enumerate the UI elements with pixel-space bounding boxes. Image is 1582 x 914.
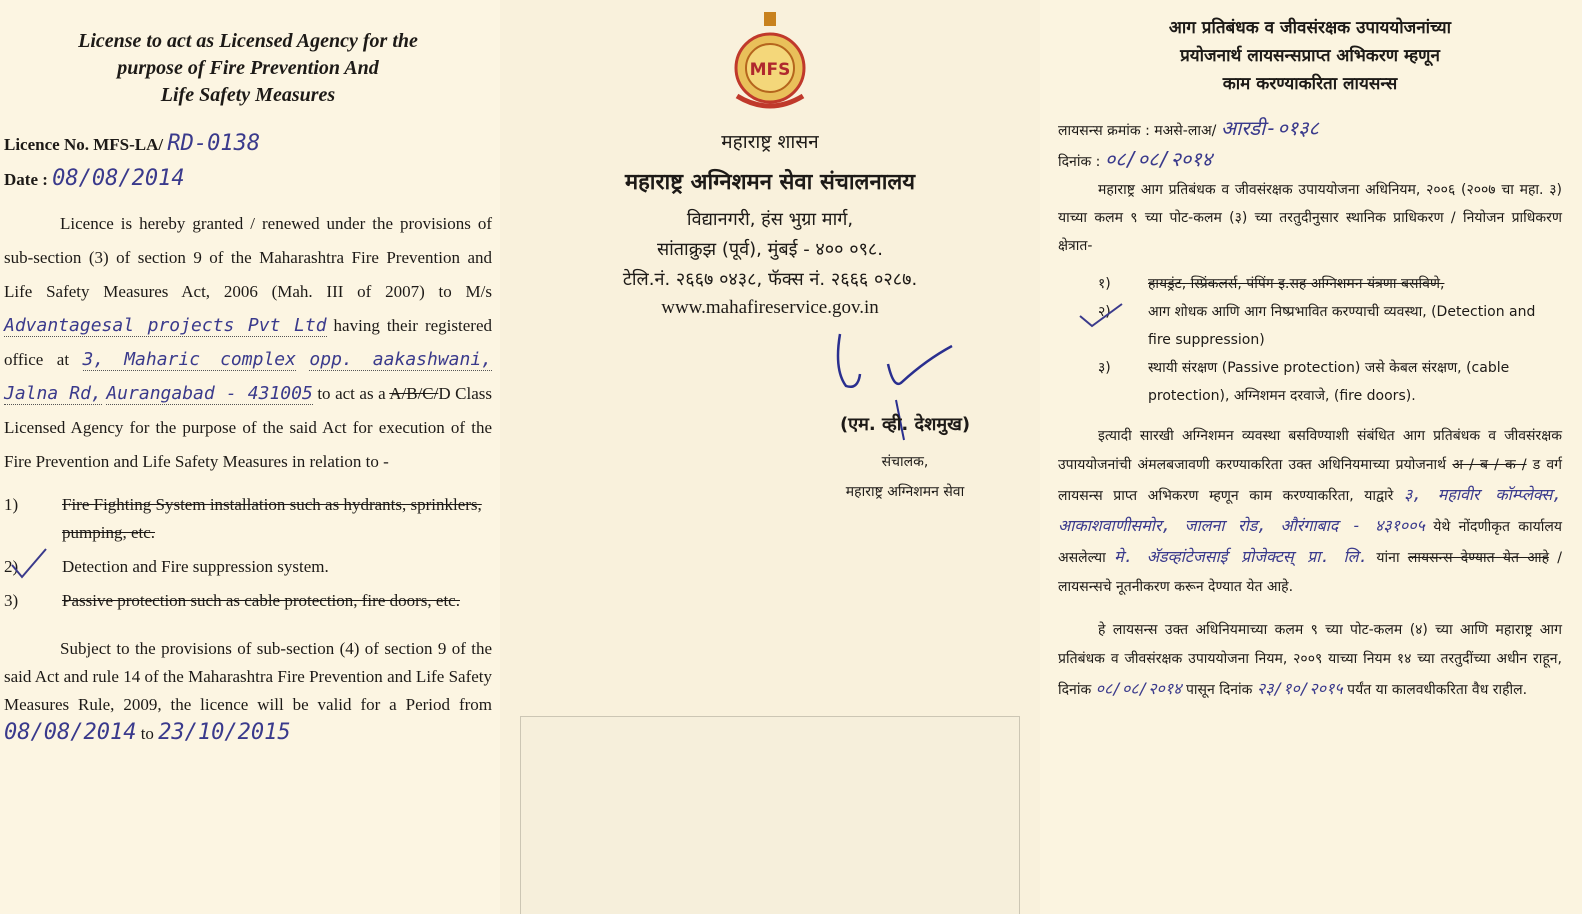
title-line-2: प्रयोजनार्थ लायसन्सप्राप्त अभिकरण म्हणून [1180,46,1440,66]
licence-number-value: RD-0138 [167,131,261,156]
class-text-b: ड वर्ग लायसन्स प्राप्त अभिकरण म्हणून काम करण्याकरिता, याद्वारे [1058,457,1563,504]
marathi-licence-value: आरडी-०१३८ [1220,116,1319,140]
title-line-2: purpose of Fire Prevention And [117,57,379,79]
marathi-date-row [1058,145,1562,176]
validity-text: Subject to the provisions of sub-section (4) of section 9 of the said Act and rule 14 of the Maharashtra Fire Prevention and Life Safety Measures Rule, 2009, the licence will be valid for a Period from [4,639,492,714]
title-line-3: काम करण्याकरिता लायसन्स [1222,74,1398,94]
validity-text-b: पासून दिनांक [1185,682,1253,698]
svg-text:MFS: MFS [749,60,791,80]
address-line-3: Aurangabad - 431005 [106,383,313,404]
to-act-text: to act as a [317,384,386,403]
licence-date-row [4,162,492,197]
activity-num: 2) [4,557,19,576]
granted-text-b: /लायसन्सचे नूतनीकरण करून देण्यात येत आहे. [1058,550,1563,595]
marathi-licence-label: लायसन्स क्रमांक : मअसे-लाअ/ [1058,123,1217,139]
class-text-a: इत्यादी सारखी अग्निशमन व्यवस्था बसविण्याशी संबंधित आग प्रतिबंधक व जीवसंरक्षक उपाययोजनांची अंमलबजावणी करण्याकरिता उक्त अधिनियमाच्या प्रयोजनार्थ [1058,428,1562,473]
company-name: Advantagesal projects Pvt Ltd [4,315,327,336]
activity-item-1 [4,491,492,547]
signatory-designation: संचालक, [881,454,929,470]
title-line-1: आग प्रतिबंधक व जीवसंरक्षक उपाययोजनांच्या [1168,18,1452,38]
issuer-address-1: विद्यानगरी, हंस भुग्रा मार्ग, [686,209,854,230]
activity-item-3 [4,587,492,615]
marathi-activity-item-1 [1058,270,1562,298]
address-line-1: 3, Maharic complex [82,349,296,370]
licence-number-row [4,127,492,162]
date-value: 08/08/2014 [52,166,185,191]
department-name: महाराष्ट्र अग्निशमन सेवा संचालनालय [624,170,916,195]
title-line-1: License to act as Licensed Agency for the [78,30,418,52]
marathi-licence-panel [1040,0,1582,914]
validity-text-a: हे लायसन्स उक्त अधिनियमाच्या कलम ९ च्या पोट-कलम (४) च्या आणि महाराष्ट्र आग प्रतिबंधक व जीवसंरक्षक उपाययोजना नियम, २००९ याच्या नियम १४ च्या तरतुदींच्या अधीन राहून, दिनांक [1058,622,1562,698]
marathi-class-paragraph [1058,422,1562,602]
marathi-valid-from: ०८/०८/२०१४ [1095,679,1182,698]
activity-text: हायड्रंट, स्प्रिंकलर्स, पंपिंग इ.सह अग्निशमन यंत्रणा बसविणे, [1148,276,1445,292]
government-name: महाराष्ट्र शासन [721,131,819,153]
marathi-title [1058,14,1562,98]
activity-num: १) [1098,276,1111,292]
grant-paragraph [4,207,492,479]
activity-text: Passive protection such as cable protection, fire doors, etc. [62,591,460,610]
tick-mark-icon [8,545,48,581]
activity-item-2 [4,553,492,581]
activity-text: आग शोधक आणि आग निष्प्रभावित करण्याची व्यवस्था, (Detection and fire suppression) [1148,304,1536,348]
issuer-panel [500,0,1040,914]
activity-list [4,491,492,615]
title-line-3: Life Safety Measures [160,84,336,106]
office-label: having their registered office at [4,316,492,369]
licence-number-label: Licence No. MFS-LA/ [4,135,164,154]
marathi-date-value: ०८/०८/२०१४ [1104,147,1213,171]
marathi-hand-company: मे. ॲडव्हांटेजसाई प्रोजेक्टस् प्रा. लि. [1114,547,1369,566]
valid-from-date: 08/08/2014 [4,720,137,745]
issuer-website: www.mahafireservice.gov.in [661,297,879,318]
activity-num: 3) [4,591,19,610]
validity-text-c: पर्यंत या कालवधीकरिता वैध राहील. [1347,682,1528,698]
activity-num: 1) [4,495,19,514]
issuer-address-2: सांताक्रुझ (पूर्व), मुंबई - ४०० ०९८. [656,239,884,260]
granted-text-a: यांना [1376,550,1400,566]
issuer-phone: टेलि.नं. २६६७ ०४३८, फॅक्स नं. २६६६ ०२८७. [622,269,918,290]
valid-to-date: 23/10/2015 [158,720,291,745]
marathi-hand-address: ३, महावीर कॉम्प्लेक्स, आकाशवाणीसमोर, जालना रोड, औरंगाबाद - ४३१००५ [1058,485,1562,535]
validity-paragraph [4,635,492,748]
grant-text: Licence is hereby granted / renewed under the provisions of sub-section (3) of section 9 of the Maharashtra Fire Prevention and Life Safety Measures Act, 2006 (Mah. III of 2007) to M/s [4,214,492,301]
marathi-validity-paragraph [1058,616,1562,705]
struck-classes: अ / ब / क / [1452,457,1527,473]
marathi-date-label: दिनांक : [1058,154,1101,170]
mfs-emblem-icon [725,8,815,118]
address-line-2: opp. aakashwani, Jalna Rd, [4,349,493,404]
marathi-licence-row [1058,114,1562,145]
to-word: to [140,724,154,743]
activity-num: ३) [1098,360,1111,376]
envelope-flap [520,716,1020,914]
marathi-valid-to: २३/१०/२०१५ [1256,679,1343,698]
marathi-office-label: येथे नोंदणीकृत कार्यालय असलेल्या [1058,519,1563,566]
signatory-name: (एम. व्ही. देशमुख) [839,414,971,435]
date-label: Date : [4,170,48,189]
activity-text: Detection and Fire suppression system. [62,557,329,576]
activity-text: स्थायी संरक्षण (Passive protection) जसे केबल संरक्षण, (cable protection), अग्निशमन दरवाजे, (fire doors). [1148,360,1510,404]
marathi-activity-item-3 [1058,354,1562,410]
tick-mark-icon [1076,300,1126,330]
marathi-grant-paragraph: महाराष्ट्र आग प्रतिबंधक व जीवसंरक्षक उपाययोजना अधिनियम, २००६ (२००७ चा महा. ३) याच्या कलम ९ च्या पोट-कलम (३) च्या तरतुदीनुसार स्थानिक प्राधिकरण / नियोजन प्राधिकरण क्षेत्रात- [1058,182,1562,254]
struck-classes: A/B/C/ [389,384,439,403]
class-text: D Class Licensed Agency for the purpose of the said Act for execution of the Fire Prevention and Life Safety Measures in relation to - [4,384,493,471]
marathi-activity-list [1058,270,1562,410]
marathi-activity-item-2 [1058,298,1562,354]
granted-struck: लायसन्स देण्यात येत आहे [1407,550,1550,566]
signatory-organisation: महाराष्ट्र अग्निशमन सेवा [845,484,965,500]
activity-num: २) [1098,304,1111,320]
activity-text: Fire Fighting System installation such as hydrants, sprinklers, pumping, etc. [62,495,482,542]
english-licence-panel [0,0,500,914]
english-title [4,28,492,109]
